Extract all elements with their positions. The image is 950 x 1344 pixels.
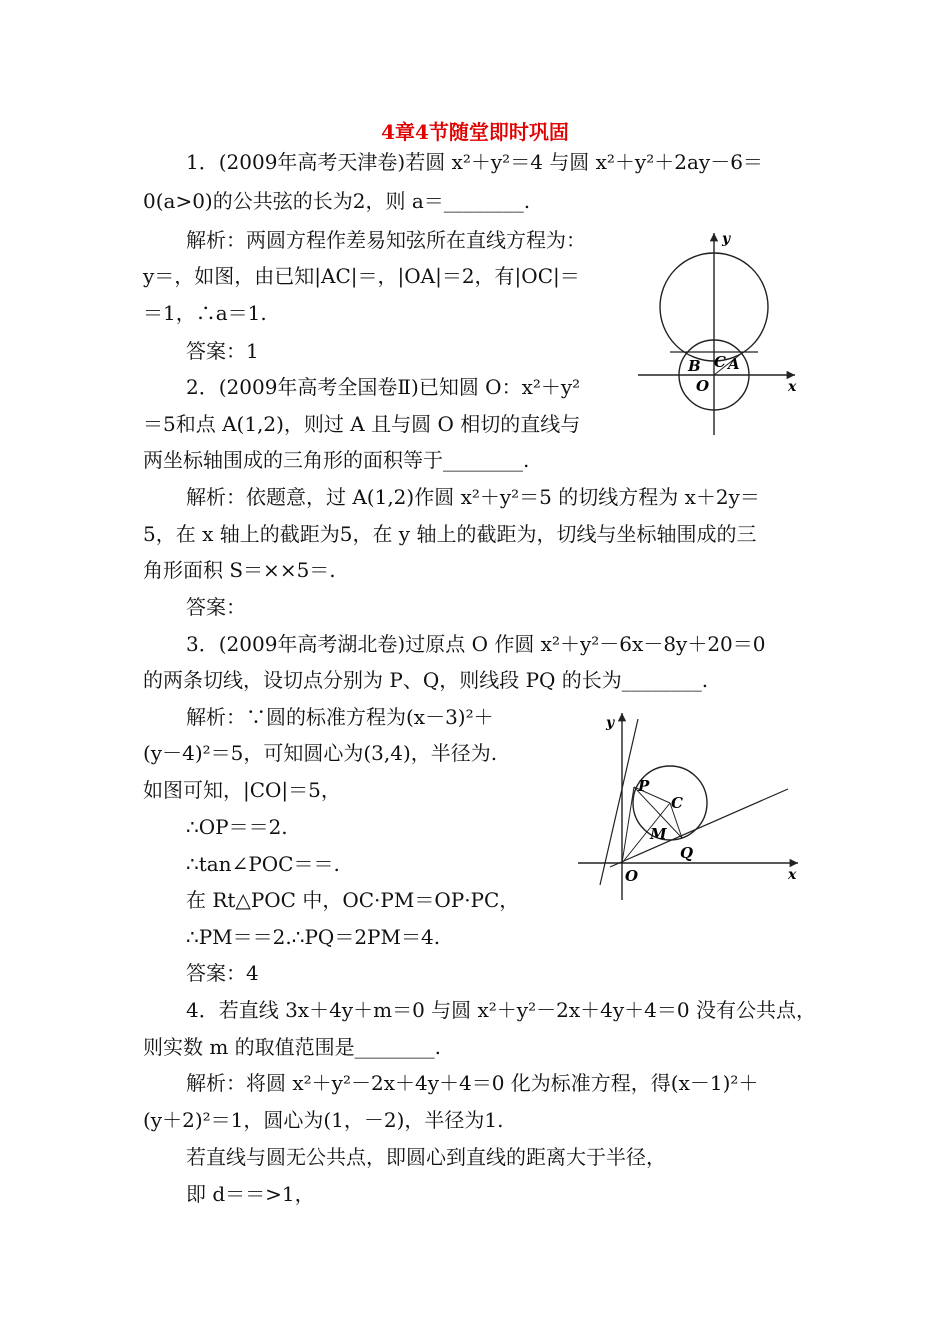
- text-line: 如图可知，|CO|＝5，: [143, 778, 341, 802]
- text-line: 答案：4: [186, 961, 259, 985]
- text-line: 解析：∵圆的标准方程为(x－3)²＋: [186, 705, 494, 729]
- tangent-oq: [610, 789, 788, 867]
- text-line: ＝1，∴a＝1.: [143, 301, 267, 325]
- text-line: 若直线与圆无公共点，即圆心到直线的距离大于半径，: [186, 1145, 666, 1169]
- label-o: O: [696, 377, 710, 395]
- text-line: (y－4)²＝5，可知圆心为(3,4)，半径为.: [143, 741, 498, 765]
- text-line: 4．若直线 3x＋4y＋m＝0 与圆 x²＋y²－2x＋4y＋4＝0 没有公共点，: [186, 998, 816, 1022]
- text-line: 2．(2009年高考全国卷Ⅱ)已知圆 O：x²＋y²: [186, 375, 581, 399]
- text-line: 0(a>0)的公共弦的长为2，则 a＝________.: [143, 189, 531, 213]
- text-line: 两坐标轴围成的三角形的面积等于________.: [143, 448, 530, 472]
- text-line: y＝，如图，由已知|AC|＝，|OA|＝2，有|OC|＝: [143, 264, 580, 288]
- text-line: ＝5和点 A(1,2)，则过 A 且与圆 O 相切的直线与: [143, 412, 581, 436]
- text-line: 即 d＝＝>1，: [186, 1182, 315, 1206]
- label-y: y: [722, 231, 731, 247]
- label-o: O: [625, 867, 639, 885]
- text-line: 1．(2009年高考天津卷)若圆 x²＋y²＝4 与圆 x²＋y²＋2ay－6＝: [186, 150, 763, 174]
- text-line: 则实数 m 的取值范围是________.: [143, 1035, 442, 1059]
- figure-tangents: [570, 705, 810, 905]
- label-c: C: [671, 794, 683, 812]
- figure-two-circles: [630, 225, 810, 440]
- text-line: 解析：将圆 x²＋y²－2x＋4y＋4＝0 化为标准方程，得(x－1)²＋: [186, 1071, 759, 1095]
- text-line: (y＋2)²＝1，圆心为(1，－2)，半径为1.: [143, 1108, 504, 1132]
- text-line: 答案：: [186, 595, 246, 619]
- label-a: A: [728, 355, 740, 373]
- text-line: 3．(2009年高考湖北卷)过原点 O 作圆 x²＋y²－6x－8y＋20＝0: [186, 632, 766, 656]
- text-line: 在 Rt△POC 中，OC·PM＝OP·PC，: [186, 888, 520, 912]
- text-line: 解析：两圆方程作差易知弦所在直线方程为：: [186, 228, 586, 252]
- label-m: M: [650, 825, 667, 843]
- text-line: 解析：依题意，过 A(1,2)作圆 x²＋y²＝5 的切线方程为 x＋2y＝: [186, 485, 760, 509]
- text-line: 角形面积 S＝××5＝.: [143, 558, 336, 582]
- text-line: ∴PM＝＝2.∴PQ＝2PM＝4.: [186, 925, 441, 949]
- text-line: ∴tan∠POC＝＝.: [186, 852, 340, 876]
- text-line: ∴OP＝＝2.: [186, 815, 288, 839]
- label-y: y: [606, 715, 615, 731]
- label-b: B: [688, 357, 701, 375]
- tangent-op: [600, 719, 638, 885]
- page-title: 4章4节随堂即时巩固: [381, 120, 569, 144]
- label-x: x: [788, 379, 797, 395]
- text-line: 答案：1: [186, 339, 259, 363]
- text-line: 的两条切线，设切点分别为 P、Q，则线段 PQ 的长为________.: [143, 668, 709, 692]
- text-line: 5，在 x 轴上的截距为5，在 y 轴上的截距为，切线与坐标轴围成的三: [143, 522, 757, 546]
- segment-op: [622, 787, 634, 863]
- label-c: C: [714, 353, 726, 371]
- label-q: Q: [680, 844, 694, 862]
- label-x: x: [788, 867, 797, 883]
- label-p: P: [638, 777, 650, 795]
